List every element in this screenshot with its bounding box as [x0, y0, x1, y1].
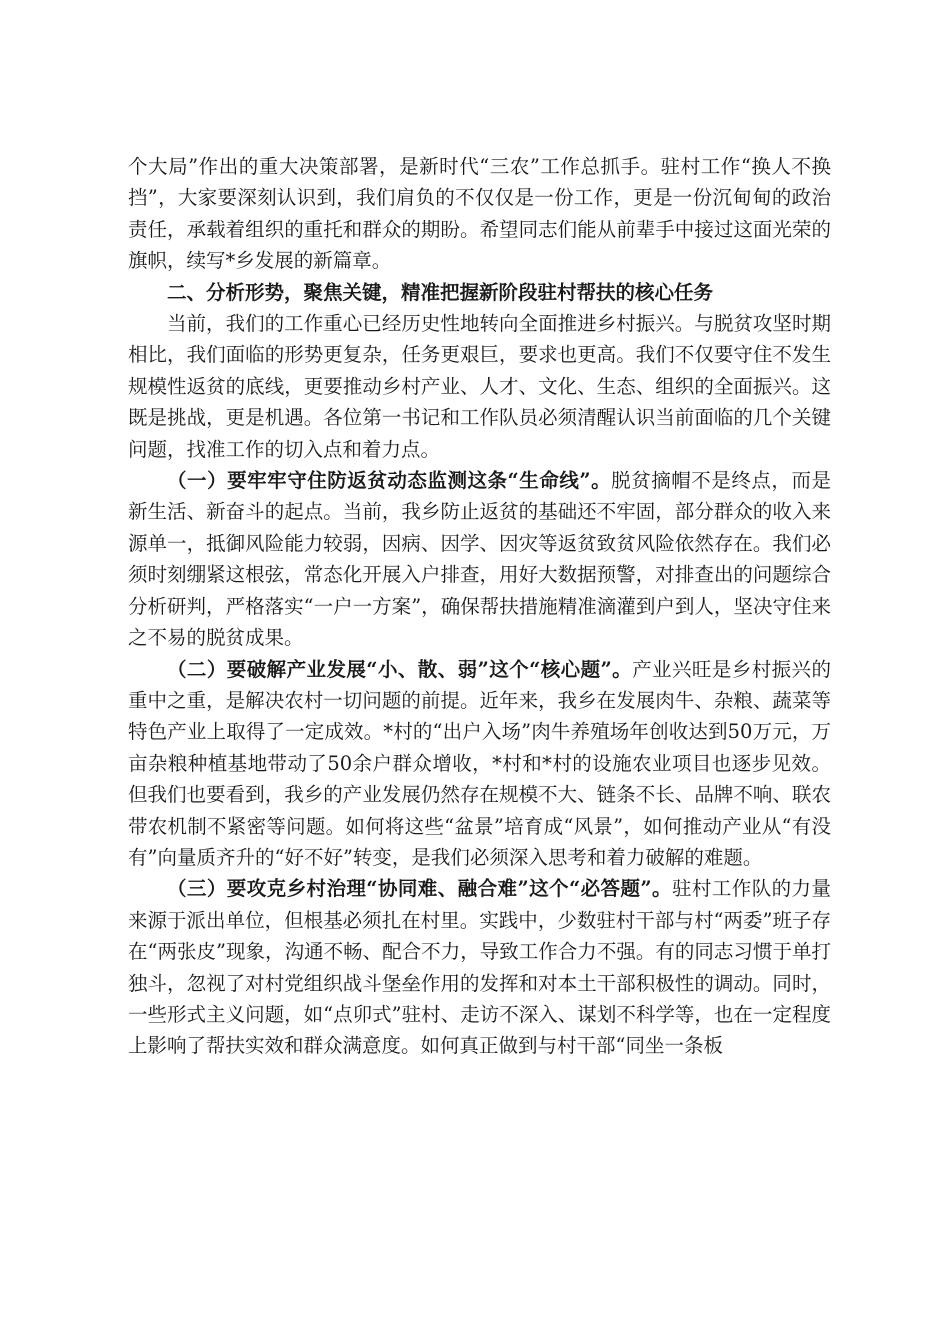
list-item	[128, 873, 831, 1061]
item-body: 驻村工作队的力量来源于派出单位，但根基必须扎在村里。实践中，少数驻村干部与村“两委”班子存在“两张皮”现象，沟通不畅、配合不力，导致工作合力不强。有的同志习惯于单打独斗，忽视了对村党组织战斗堡垒作用的发挥和对本土干部积极性的调动。同时，一些形式主义问题，如“点卯式”驻村、走访不深入、谋划不科学等，也在一定程度上影响了帮扶实效和群众满意度。如何真正做到与村干部“同坐一条板	[128, 877, 831, 1058]
item-body: 脱贫摘帽不是终点，而是新生活、新奋斗的起点。当前，我乡防止返贫的基础还不牢固，部分群众的收入来源单一，抵御风险能力较弱，因病、因学、因灾等返贫致贫风险依然存在。我们必须时刻绷紧这根弦，常态化开展入户排查，用好大数据预警，对排查出的问题综合分析研判，严格落实“一户一方案”，确保帮扶措施精准滴灌到户到人，坚决守住来之不易的脱贫成果。	[128, 469, 831, 650]
document-page	[128, 151, 831, 1062]
item-title: （二）要破解产业发展“小、散、弱”这个“核心题”。	[167, 657, 633, 681]
item-title: （一）要牢牢守住防返贫动态监测这条“生命线”。	[167, 469, 612, 493]
list-item	[128, 465, 831, 653]
list-item	[128, 654, 831, 874]
item-body: 产业兴旺是乡村振兴的重中之重，是解决农村一切问题的前提。近年来，我乡在发展肉牛、杂粮、蔬菜等特色产业上取得了一定成效。*村的“出户入场”肉牛养殖场年创收达到50万元，万亩杂粮种植基地带动了50余户群众增收，*村和*村的设施农业项目也逐步见效。但我们也要看到，我乡的产业发展仍然存在规模不大、链条不长、品牌不响、联农带农机制不紧密等问题。如何将这些“盆景”培育成“风景”，如何推动产业从“有没有”向量质齐升的“好不好”转变，是我们必须深入思考和着力破解的难题。	[128, 657, 831, 869]
section-heading: 二、分析形势，聚焦关键，精准把握新阶段驻村帮扶的核心任务	[167, 280, 714, 304]
item-title: （三）要攻克乡村治理“协同难、融合难”这个“必答题”。	[167, 877, 672, 901]
continued-paragraph: 个大局”作出的重大决策部署，是新时代“三农”工作总抓手。驻村工作“换人不换挡”，大家要深刻认识到，我们肩负的不仅仅是一份工作，更是一份沉甸甸的政治责任，承载着组织的重托和群众的期盼。希望同志们能从前辈手中接过这面光荣的旗帜，续写*乡发展的新篇章。	[128, 155, 831, 273]
section-intro-paragraph: 当前，我们的工作重心已经历史性地转向全面推进乡村振兴。与脱贫攻坚时期相比，我们面临的形势更复杂，任务更艰巨，要求也更高。我们不仅要守住不发生规模性返贫的底线，更要推动乡村产业、人才、文化、生态、组织的全面振兴。这既是挑战，更是机遇。各位第一书记和工作队员必须清醒认识当前面临的几个关键问题，找准工作的切入点和着力点。	[128, 312, 831, 461]
